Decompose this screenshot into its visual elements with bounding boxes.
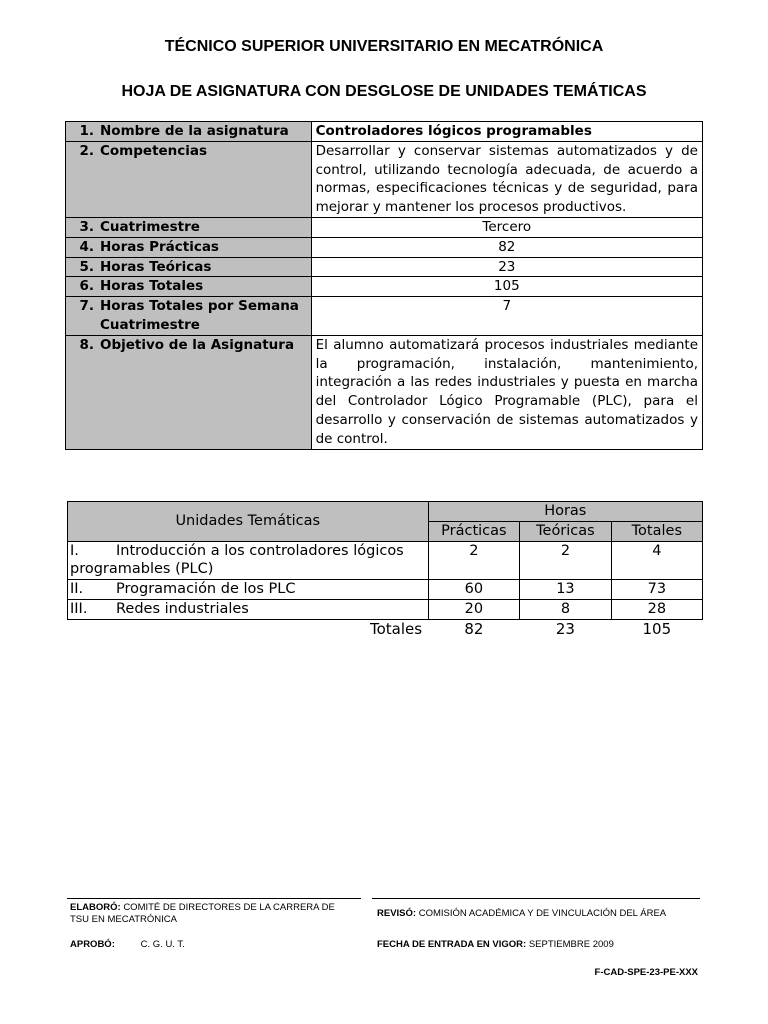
totals-label: Totales (369, 619, 423, 638)
info-number: 2. (79, 142, 94, 159)
cell-practicas: 60 (428, 580, 520, 600)
info-number: 3. (79, 218, 94, 235)
info-value: Tercero (311, 217, 702, 237)
aprobo-value: C. G. U. T. (140, 939, 185, 950)
thematic-units-table (67, 501, 703, 639)
unit-name: Introducción a los controladores lógicos (116, 542, 404, 559)
footer-divider-right (372, 898, 700, 899)
unit-number: III. (70, 600, 88, 617)
info-label: Competencias (100, 142, 208, 159)
total-teoricas: 23 (555, 619, 575, 638)
info-number: 5. (79, 258, 94, 275)
footer-reviso (377, 908, 707, 920)
document-code: F-CAD-SPE-23-PE-XXX (594, 967, 698, 978)
cell-practicas: 2 (428, 541, 520, 580)
info-value: 105 (311, 277, 702, 297)
info-value: 82 (311, 237, 702, 257)
cell-teoricas: 13 (520, 580, 611, 600)
info-label-continued: Cuatrimestre (100, 316, 200, 333)
totals-row (68, 619, 703, 638)
info-number: 4. (79, 238, 94, 255)
info-row (66, 122, 703, 142)
info-number: 7. (79, 298, 94, 315)
info-label: Cuatrimestre (100, 218, 200, 235)
info-row (66, 297, 703, 336)
cell-totales: 28 (611, 599, 702, 619)
unit-name: Redes industriales (116, 600, 249, 617)
info-label: Nombre de la asignatura (100, 123, 289, 139)
reviso-value: COMISIÓN ACADÉMICA Y DE VINCULACIÓN DEL ÁREA (418, 908, 667, 919)
cell-totales: 4 (611, 541, 702, 580)
info-label: Horas Teóricas (100, 258, 212, 275)
cell-practicas: 20 (428, 599, 520, 619)
cell-teoricas: 8 (520, 599, 611, 619)
document-subtitle: HOJA DE ASIGNATURA CON DESGLOSE DE UNIDADES TEMÁTICAS (121, 83, 647, 100)
table-row (68, 541, 703, 580)
unit-number: II. (70, 581, 84, 598)
total-practicas: 82 (464, 619, 484, 638)
header-practicas: Prácticas (428, 521, 520, 541)
header-teoricas: Teóricas (520, 521, 611, 541)
info-label: Horas Totales por Semana (100, 298, 299, 315)
info-number: 6. (79, 278, 94, 295)
footer-elaboro (70, 902, 360, 926)
info-value: Desarrollar y conservar sistemas automatizados y de control, utilizando tecnología adecuada, de acuerdo a normas, especificaciones técnicas y de seguridad, para mejorar y mantener los procesos productivos. (311, 141, 702, 217)
info-label: Horas Prácticas (100, 238, 219, 255)
elaboro-label: ELABORÓ: (70, 902, 121, 913)
cell-teoricas: 2 (520, 541, 611, 580)
aprobo-label: APROBÓ: (70, 939, 115, 950)
footer-divider-left (67, 898, 361, 899)
footer-fecha (377, 939, 707, 951)
info-row (66, 257, 703, 277)
header-totales: Totales (611, 521, 702, 541)
total-totales: 105 (642, 619, 672, 638)
elaboro-value-continued: TSU EN MECATRÓNICA (70, 914, 177, 925)
info-value: 7 (311, 297, 702, 336)
unit-name: Programación de los PLC (116, 581, 296, 598)
info-value: 23 (311, 257, 702, 277)
units-header-row (68, 502, 703, 522)
info-label: Objetivo de la Asignatura (100, 336, 295, 353)
info-row (66, 237, 703, 257)
info-row (66, 141, 703, 217)
info-number: 8. (79, 336, 94, 353)
document-title: TÉCNICO SUPERIOR UNIVERSITARIO EN MECATRÓNICA (164, 38, 604, 55)
footer-aprobo (70, 939, 360, 951)
cell-totales: 73 (611, 580, 702, 600)
info-value: Controladores lógicos programables (311, 122, 702, 142)
header-hours: Horas (428, 502, 702, 522)
info-row (66, 277, 703, 297)
info-value: El alumno automatizará procesos industriales mediante la programación, instalación, mantenimiento, integración a las redes industriales y puesta en marcha del Controlador Lógico Programable (PLC), para el desarrollo y conservación de sistemas automatizados y de control. (311, 335, 702, 449)
table-row (68, 599, 703, 619)
subject-info-table (65, 121, 703, 450)
info-row (66, 217, 703, 237)
info-row (66, 335, 703, 449)
unit-name-continued: programables (PLC) (70, 561, 214, 578)
info-number: 1. (79, 123, 94, 139)
info-label: Horas Totales (100, 278, 204, 295)
elaboro-value: COMITÉ DE DIRECTORES DE LA CARRERA DE (123, 902, 335, 913)
unit-number: I. (70, 542, 79, 559)
table-row (68, 580, 703, 600)
header-units: Unidades Temáticas (68, 502, 429, 542)
reviso-label: REVISÓ: (377, 908, 417, 919)
fecha-value: SEPTIEMBRE 2009 (528, 939, 614, 950)
fecha-label: FECHA DE ENTRADA EN VIGOR: (377, 939, 527, 950)
